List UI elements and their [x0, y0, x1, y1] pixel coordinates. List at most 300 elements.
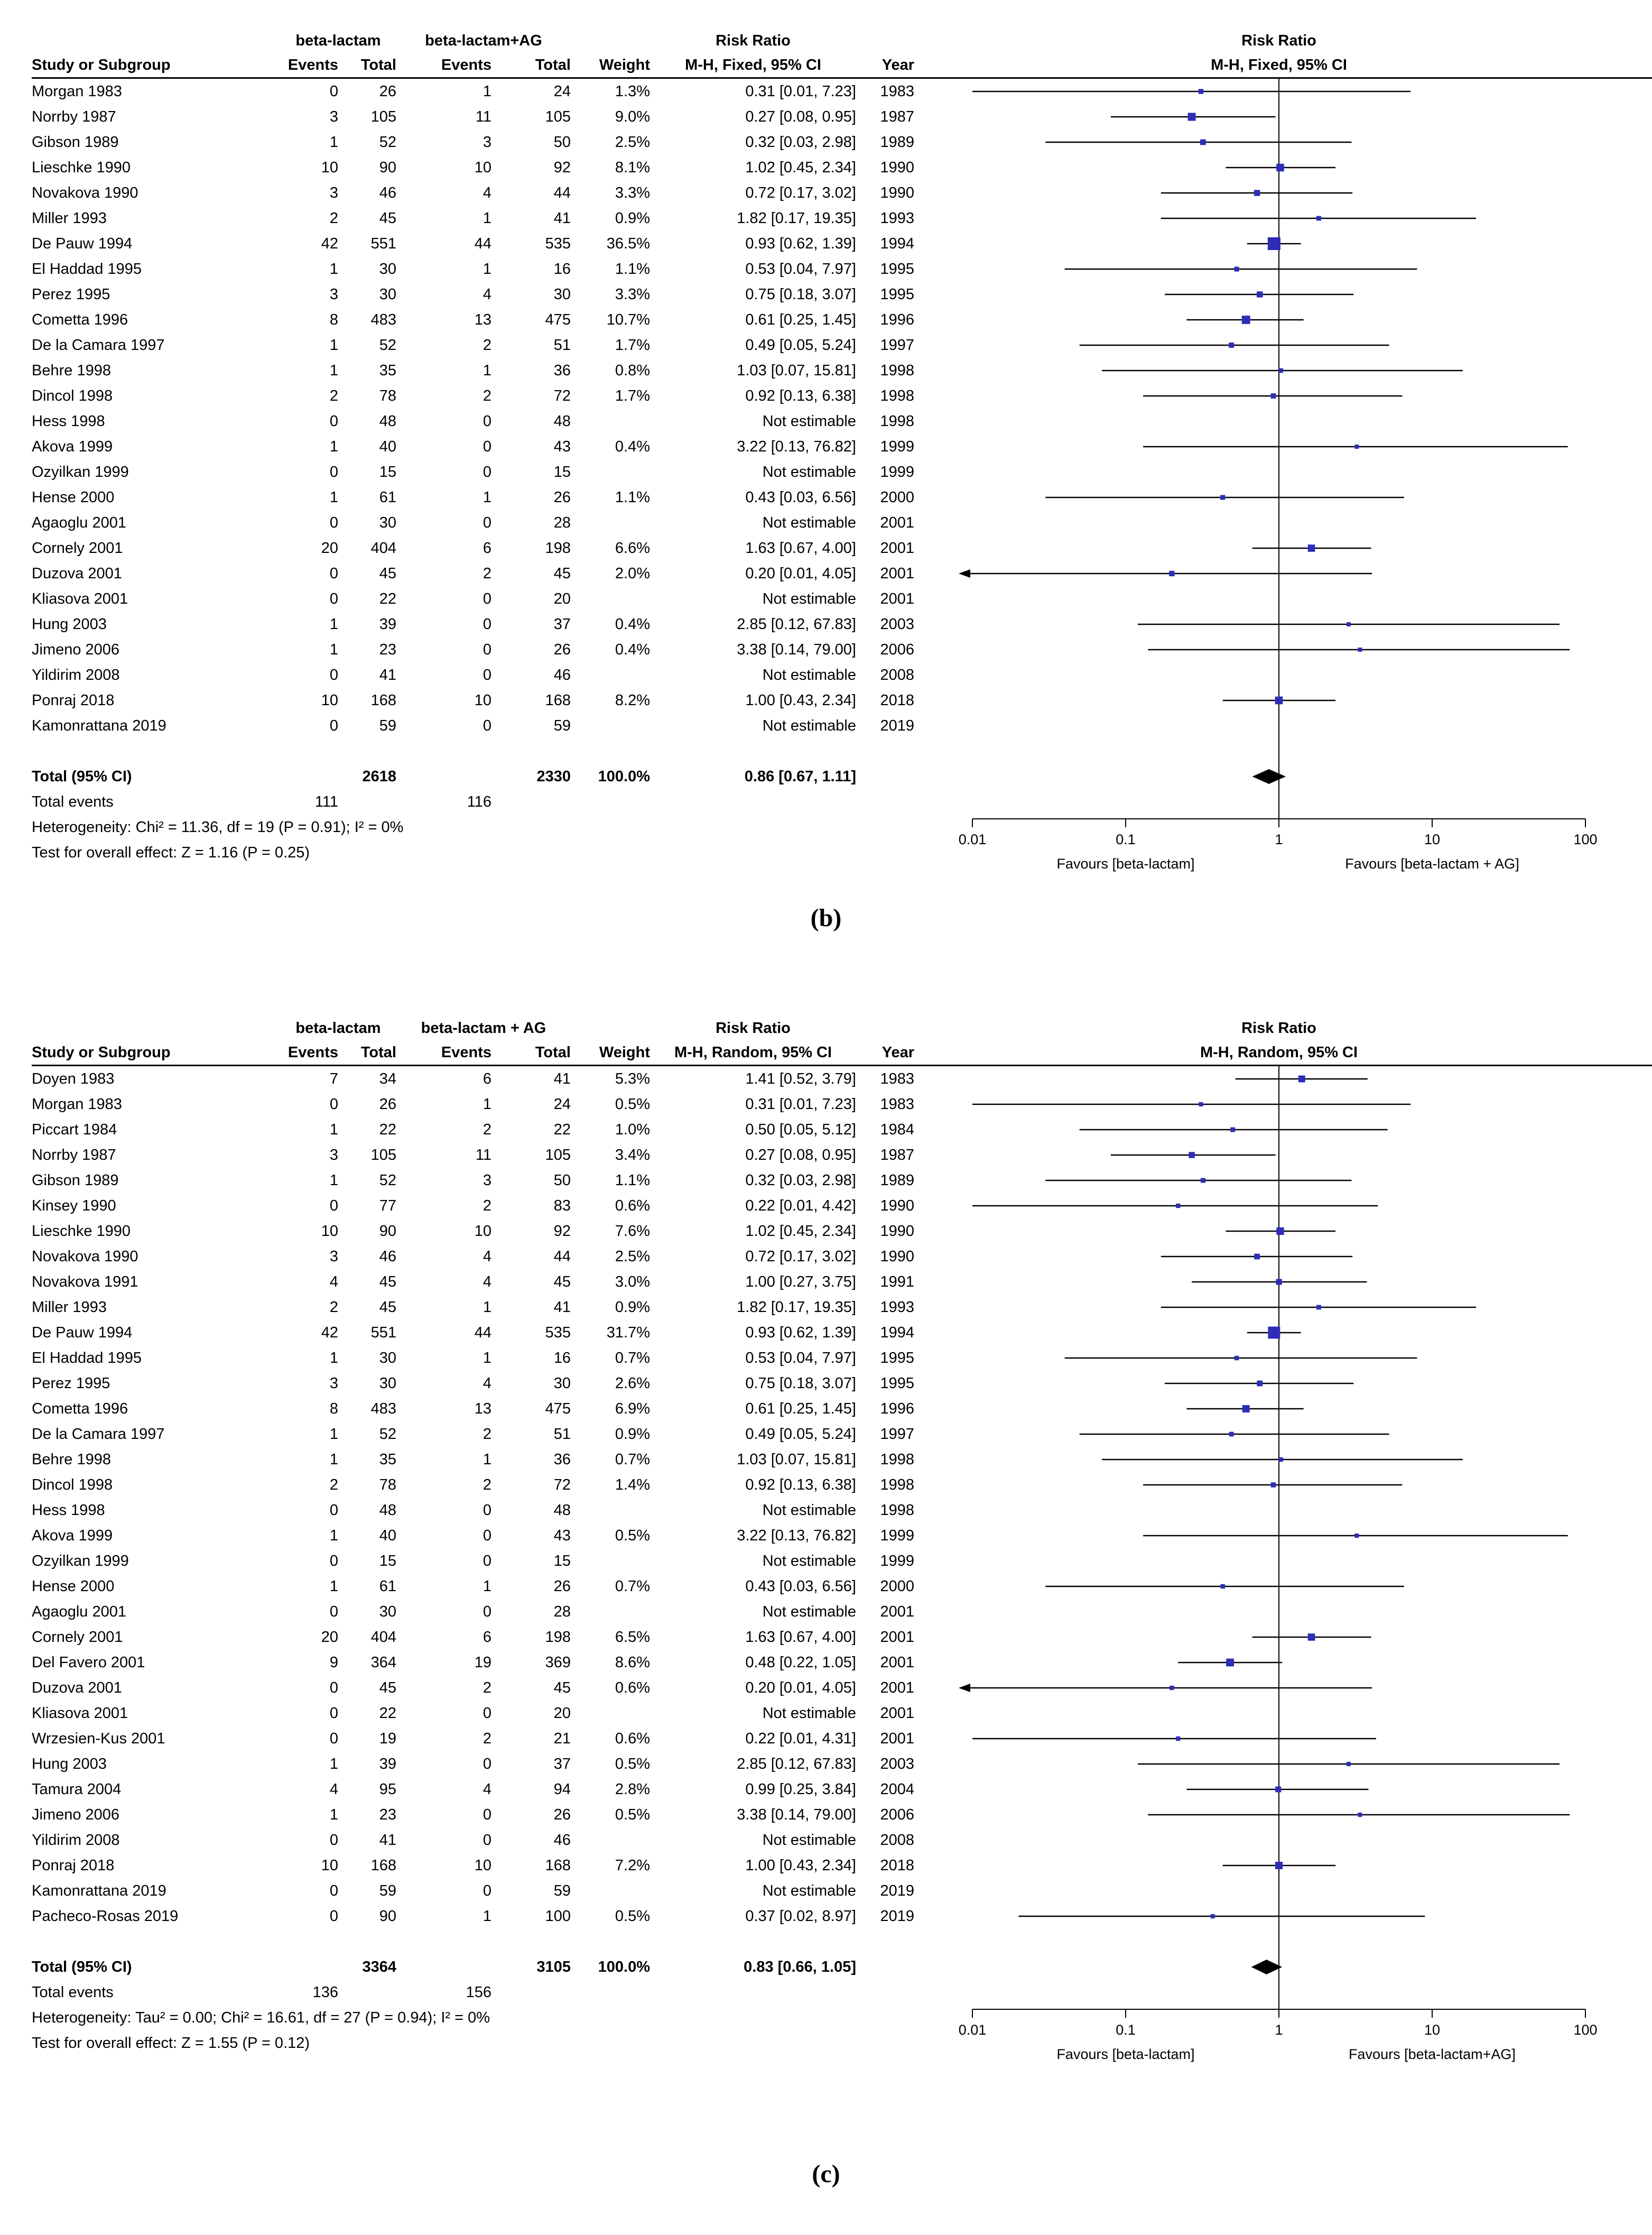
ci-plot-svg — [951, 1371, 1607, 1396]
year-value: 2019 — [880, 717, 914, 734]
group2-header: beta-lactam + AG — [421, 1019, 546, 1037]
total2-value: 20 — [553, 590, 571, 607]
ci-arrow-left — [959, 569, 970, 578]
ci-plot-svg — [951, 535, 1607, 561]
ci-plot-cell — [951, 1548, 1607, 1574]
ci-plot-cell — [951, 104, 1607, 130]
risk-ratio-value: 0.53 [0.04, 7.97] — [745, 260, 856, 278]
total1-value: 45 — [379, 1273, 396, 1290]
year-value: 1989 — [880, 1171, 914, 1189]
ci-plot-svg — [951, 1751, 1607, 1777]
ci-plot-svg — [951, 155, 1607, 180]
total1-value: 46 — [379, 184, 396, 201]
events1-value: 10 — [321, 159, 338, 176]
events2-value: 0 — [482, 1552, 491, 1569]
total1-value: 46 — [379, 1248, 396, 1265]
effect-marker — [1199, 89, 1203, 94]
total2-value: 28 — [553, 514, 571, 531]
total1-value: 483 — [370, 1400, 396, 1417]
total2-value: 51 — [553, 336, 571, 354]
weight-value: 0.9% — [615, 1298, 650, 1316]
axis-tick-label: 10 — [1424, 2022, 1441, 2038]
risk-ratio-value: 1.82 [0.17, 19.35] — [737, 209, 856, 227]
year-value: 2008 — [880, 1831, 914, 1849]
total1-value: 168 — [370, 1857, 396, 1874]
weight-value: 31.7% — [606, 1324, 650, 1341]
study-name: El Haddad 1995 — [32, 260, 142, 278]
ci-plot-cell — [951, 1853, 1607, 1878]
study-name: Hense 2000 — [32, 488, 115, 506]
study-col-header: Study or Subgroup — [32, 56, 171, 73]
risk-ratio-value: Not estimable — [762, 717, 856, 734]
year-value: 1998 — [880, 362, 914, 379]
total2-value: 48 — [553, 1501, 571, 1519]
study-name: Norrby 1987 — [32, 108, 116, 125]
events1-value: 1 — [329, 1577, 338, 1595]
total2-value: 59 — [553, 1882, 571, 1899]
year-value: 1998 — [880, 1501, 914, 1519]
weight-value: 7.6% — [615, 1222, 650, 1240]
total1-value: 48 — [379, 1501, 396, 1519]
study-row — [32, 130, 1652, 155]
events1-value: 1 — [329, 133, 338, 151]
group2-header: beta-lactam+AG — [425, 32, 542, 49]
events1-value: 2 — [329, 1476, 338, 1493]
events1-value: 0 — [329, 1197, 338, 1214]
events2-value: 0 — [482, 438, 491, 455]
effect-marker — [1276, 1279, 1282, 1285]
total1-value: 52 — [379, 133, 396, 151]
total2-value: 43 — [553, 438, 571, 455]
events1-value: 0 — [329, 82, 338, 100]
risk-ratio-value: Not estimable — [762, 590, 856, 607]
ci-plot-svg — [951, 307, 1607, 333]
study-name: Ozyilkan 1999 — [32, 463, 129, 481]
study-name: Hess 1998 — [32, 1501, 105, 1519]
events1-value: 0 — [329, 1730, 338, 1747]
total1-col-header: Total — [360, 56, 396, 73]
study-row — [32, 1523, 1652, 1548]
blank-plot-cell — [951, 738, 1607, 764]
study-row — [32, 434, 1652, 459]
total1-value: 90 — [379, 1907, 396, 1925]
effect-marker — [1308, 544, 1315, 552]
risk-ratio-value: 0.72 [0.17, 3.02] — [745, 184, 856, 201]
ci-plot-cell — [951, 1320, 1607, 1345]
year-value: 2001 — [880, 565, 914, 582]
weight-value: 0.7% — [615, 1349, 650, 1366]
total2-value: 41 — [553, 1298, 571, 1316]
study-row — [32, 180, 1652, 206]
effect-marker — [1230, 1128, 1235, 1132]
year-value: 1995 — [880, 1349, 914, 1366]
total2-value: 369 — [545, 1654, 571, 1671]
weight-col-header: Weight — [599, 56, 650, 73]
study-row — [32, 1599, 1652, 1624]
ci-plot-svg — [951, 1650, 1607, 1675]
total-diamond — [1251, 1960, 1282, 1974]
events2-value: 4 — [482, 1273, 491, 1290]
ci-plot-cell — [951, 510, 1607, 535]
total1-value: 404 — [370, 539, 396, 557]
year-value: 1995 — [880, 285, 914, 303]
year-value: 1997 — [880, 336, 914, 354]
year-value: 1998 — [880, 387, 914, 404]
risk-ratio-value: 0.92 [0.13, 6.38] — [745, 1476, 856, 1493]
total1-value: 45 — [379, 1679, 396, 1696]
study-name: Yildirim 2008 — [32, 666, 120, 684]
year-value: 1999 — [880, 1552, 914, 1569]
total1-value: 22 — [379, 590, 396, 607]
study-name: Novakova 1990 — [32, 184, 138, 201]
risk-ratio-value: 0.75 [0.18, 3.07] — [745, 1374, 856, 1392]
study-row — [32, 1168, 1652, 1193]
total2-value: 16 — [553, 1349, 571, 1366]
diamond-plot-cell — [951, 1954, 1607, 1980]
overall-effect-text: Test for overall effect: Z = 1.16 (P = 0.25) — [32, 844, 310, 861]
weight-value: 0.5% — [615, 1907, 650, 1925]
year-value: 1989 — [880, 133, 914, 151]
study-row — [32, 1193, 1652, 1218]
events2-value: 6 — [482, 1628, 491, 1646]
study-name: Behre 1998 — [32, 1451, 111, 1468]
ci-plot-svg — [951, 1827, 1607, 1853]
year-value: 1983 — [880, 1070, 914, 1087]
events2-value: 11 — [475, 108, 491, 125]
events2-value: 2 — [482, 387, 491, 404]
events2-value: 2 — [482, 1730, 491, 1747]
events2-col-header: Events — [441, 1043, 491, 1061]
total1-value: 551 — [370, 1324, 396, 1341]
header-row-groups — [32, 1016, 1652, 1040]
weight-value: 7.2% — [615, 1857, 650, 1874]
total2-value: 30 — [553, 285, 571, 303]
total2-value: 100 — [545, 1907, 571, 1925]
risk-ratio-value: 1.00 [0.43, 2.34] — [745, 691, 856, 709]
risk-ratio-value: 1.63 [0.67, 4.00] — [745, 1628, 856, 1646]
plot-method-header: M-H, Random, 95% CI — [1200, 1043, 1358, 1061]
effect-marker — [1354, 445, 1359, 449]
study-row — [32, 333, 1652, 358]
events2-value: 44 — [474, 1324, 491, 1341]
weight-value: 1.1% — [615, 488, 650, 506]
study-name: Cometta 1996 — [32, 1400, 128, 1417]
study-name: Cornely 2001 — [32, 1628, 123, 1646]
ci-plot-svg — [951, 434, 1607, 459]
total2-value: 535 — [545, 235, 571, 252]
ci-plot-cell — [951, 1345, 1607, 1371]
year-value: 1993 — [880, 1298, 914, 1316]
total2-value: 45 — [553, 1679, 571, 1696]
study-name: Agaoglu 2001 — [32, 514, 126, 531]
effect-marker — [1220, 1584, 1225, 1589]
total2-value: 15 — [553, 463, 571, 481]
total2-value: 50 — [553, 1171, 571, 1189]
risk-ratio-value: 0.72 [0.17, 3.02] — [745, 1248, 856, 1265]
total1-value: 90 — [379, 1222, 396, 1240]
total-label: Total (95% CI) — [32, 1958, 132, 1975]
study-row — [32, 307, 1652, 333]
events1-value: 1 — [329, 1171, 338, 1189]
study-name: Perez 1995 — [32, 285, 110, 303]
events1-value: 0 — [329, 1679, 338, 1696]
ci-plot-svg — [951, 1295, 1607, 1320]
study-name: Lieschke 1990 — [32, 1222, 131, 1240]
heterogeneity-text: Heterogeneity: Chi² = 11.36, df = 19 (P = 0.91); I² = 0% — [32, 818, 404, 836]
risk-ratio-value: 0.48 [0.22, 1.05] — [745, 1654, 856, 1671]
events1-value: 3 — [329, 1248, 338, 1265]
effect-marker — [1229, 343, 1234, 348]
ci-plot-svg — [951, 1853, 1607, 1878]
plot-method-header: M-H, Fixed, 95% CI — [1211, 56, 1347, 73]
year-value: 2001 — [880, 514, 914, 531]
study-name: Duzova 2001 — [32, 565, 122, 582]
ci-plot-cell — [951, 1701, 1607, 1726]
effect-measure-header: Risk Ratio — [716, 1019, 791, 1037]
total2-sum: 2330 — [536, 768, 571, 785]
total2-value: 51 — [553, 1425, 571, 1443]
events1-value: 1 — [329, 362, 338, 379]
ci-plot-svg — [951, 180, 1607, 206]
ci-plot-cell — [951, 485, 1607, 510]
study-row — [32, 1701, 1652, 1726]
figure-header — [32, 29, 1652, 79]
events1-value: 0 — [329, 463, 338, 481]
favours-right-label: Favours [beta-lactam + AG] — [1345, 856, 1519, 872]
ci-plot-svg — [951, 1168, 1607, 1193]
study-row — [32, 104, 1652, 130]
ci-plot-svg — [951, 1320, 1607, 1345]
weight-value: 8.6% — [615, 1654, 650, 1671]
events2-value: 6 — [482, 1070, 491, 1087]
year-value: 2019 — [880, 1907, 914, 1925]
study-name: Ponraj 2018 — [32, 691, 115, 709]
study-row — [32, 688, 1652, 713]
ci-plot-svg — [951, 1066, 1607, 1092]
weight-value: 0.4% — [615, 615, 650, 633]
total1-value: 34 — [379, 1070, 396, 1087]
year-value: 2001 — [880, 539, 914, 557]
ci-plot-svg — [951, 206, 1607, 231]
risk-ratio-value: 0.27 [0.08, 0.95] — [745, 1146, 856, 1163]
risk-ratio-value: 1.02 [0.45, 2.34] — [745, 159, 856, 176]
effect-marker — [1347, 1762, 1351, 1766]
weight-value: 10.7% — [606, 311, 650, 328]
year-value: 2001 — [880, 1679, 914, 1696]
effect-marker — [1201, 1178, 1205, 1183]
total2-value: 92 — [553, 1222, 571, 1240]
total2-value: 46 — [553, 666, 571, 684]
ci-plot-svg — [951, 104, 1607, 130]
ci-plot-cell — [951, 1244, 1607, 1269]
effect-marker — [1200, 140, 1206, 145]
risk-ratio-value: 0.93 [0.62, 1.39] — [745, 1324, 856, 1341]
effect-marker — [1189, 1152, 1195, 1158]
ci-plot-cell — [951, 1371, 1607, 1396]
weight-value: 0.7% — [615, 1451, 650, 1468]
total2-value: 22 — [553, 1121, 571, 1138]
total2-value: 475 — [545, 1400, 571, 1417]
total2-value: 168 — [545, 691, 571, 709]
study-rows — [32, 1066, 1652, 1929]
events1-value: 0 — [329, 1831, 338, 1849]
study-col-header: Study or Subgroup — [32, 1043, 171, 1061]
risk-ratio-value: 1.82 [0.17, 19.35] — [737, 1298, 856, 1316]
ci-arrow-left — [959, 1684, 970, 1692]
events2-value: 0 — [482, 1831, 491, 1849]
ci-plot-cell — [951, 612, 1607, 637]
total1-value: 90 — [379, 159, 396, 176]
figure-caption-c: (c) — [812, 2160, 840, 2188]
total2-value: 50 — [553, 133, 571, 151]
effect-marker — [1268, 1327, 1280, 1339]
ci-plot-cell — [951, 688, 1607, 713]
year-value: 2019 — [880, 1882, 914, 1899]
ci-plot-cell — [951, 713, 1607, 738]
events2-value: 1 — [482, 362, 491, 379]
year-value: 1987 — [880, 1146, 914, 1163]
year-value: 2001 — [880, 590, 914, 607]
events2-value: 1 — [482, 1577, 491, 1595]
study-row — [32, 1548, 1652, 1574]
weight-value: 8.1% — [615, 159, 650, 176]
ci-plot-cell — [951, 586, 1607, 612]
study-name: Novakova 1991 — [32, 1273, 138, 1290]
ci-plot-cell — [951, 1066, 1607, 1092]
total1-value: 52 — [379, 1425, 396, 1443]
study-row — [32, 79, 1652, 104]
header-row-groups — [32, 29, 1652, 53]
total1-value: 39 — [379, 1755, 396, 1772]
total2-value: 26 — [553, 641, 571, 658]
study-row — [32, 1472, 1652, 1498]
total-weight: 100.0% — [598, 768, 650, 785]
events2-value: 0 — [482, 1501, 491, 1519]
events1-value: 1 — [329, 1121, 338, 1138]
effect-marker — [1298, 1076, 1305, 1083]
year-value: 1990 — [880, 1197, 914, 1214]
total2-value: 475 — [545, 311, 571, 328]
weight-value: 0.9% — [615, 209, 650, 227]
ci-plot-cell — [951, 434, 1607, 459]
total1-col-header: Total — [360, 1043, 396, 1061]
ci-plot-cell — [951, 1193, 1607, 1218]
study-name: El Haddad 1995 — [32, 1349, 142, 1366]
ci-plot-svg — [951, 586, 1607, 612]
total2-value: 36 — [553, 362, 571, 379]
events1-value: 1 — [329, 615, 338, 633]
risk-ratio-value: 2.85 [0.12, 67.83] — [737, 1755, 856, 1772]
total1-sum: 2618 — [362, 768, 396, 785]
study-name: Hung 2003 — [32, 1755, 107, 1772]
risk-ratio-value: Not estimable — [762, 1603, 856, 1620]
events2-value: 0 — [482, 641, 491, 658]
total2-sum: 3105 — [536, 1958, 571, 1975]
events1-value: 1 — [329, 1527, 338, 1544]
study-name: Novakova 1990 — [32, 1248, 138, 1265]
ci-plot-svg — [951, 637, 1607, 662]
events1-value: 0 — [329, 1907, 338, 1925]
study-name: Tamura 2004 — [32, 1780, 122, 1798]
events1-value: 1 — [329, 336, 338, 354]
weight-col-header: Weight — [599, 1043, 650, 1061]
risk-ratio-value: 3.38 [0.14, 79.00] — [737, 641, 856, 658]
ci-plot-svg — [951, 1269, 1607, 1295]
events2-value: 4 — [482, 184, 491, 201]
year-value: 1990 — [880, 159, 914, 176]
total1-value: 30 — [379, 514, 396, 531]
study-name: Pacheco-Rosas 2019 — [32, 1907, 179, 1925]
total2-value: 45 — [553, 1273, 571, 1290]
study-name: Behre 1998 — [32, 362, 111, 379]
weight-value: 2.5% — [615, 1248, 650, 1265]
effect-marker — [1316, 216, 1321, 221]
risk-ratio-value: 0.20 [0.01, 4.05] — [745, 1679, 856, 1696]
ci-plot-cell — [951, 1878, 1607, 1904]
weight-value: 1.3% — [615, 82, 650, 100]
risk-ratio-value: Not estimable — [762, 1882, 856, 1899]
risk-ratio-value: Not estimable — [762, 1552, 856, 1569]
total1-value: 95 — [379, 1780, 396, 1798]
axis-tick-label: 1 — [1275, 832, 1283, 847]
ci-plot-svg — [951, 1599, 1607, 1624]
year-value: 1998 — [880, 1476, 914, 1493]
year-value: 2001 — [880, 1704, 914, 1722]
header-row-columns — [32, 53, 1652, 77]
study-row — [32, 256, 1652, 282]
ci-plot-svg — [951, 1574, 1607, 1599]
study-row — [32, 1269, 1652, 1295]
events1-value: 0 — [329, 717, 338, 734]
study-name: Cometta 1996 — [32, 311, 128, 328]
total1-value: 78 — [379, 387, 396, 404]
ci-plot-cell — [951, 662, 1607, 688]
axis-tick-label: 0.01 — [958, 2022, 987, 2038]
study-row — [32, 1726, 1652, 1751]
study-name: Agaoglu 2001 — [32, 1603, 126, 1620]
effect-marker — [1358, 1813, 1362, 1817]
study-name: De Pauw 1994 — [32, 1324, 133, 1341]
study-row — [32, 612, 1652, 637]
study-row — [32, 1878, 1652, 1904]
study-row — [32, 1853, 1652, 1878]
effect-marker — [1176, 1204, 1180, 1208]
events1-value: 10 — [321, 1857, 338, 1874]
total2-value: 37 — [553, 615, 571, 633]
events2-value: 0 — [482, 1603, 491, 1620]
ci-plot-svg — [951, 1092, 1607, 1117]
study-row — [32, 1751, 1652, 1777]
effect-marker — [1211, 1914, 1215, 1918]
total1-value: 61 — [379, 1577, 396, 1595]
year-value: 2001 — [880, 1654, 914, 1671]
study-name: De la Camara 1997 — [32, 336, 165, 354]
total1-value: 30 — [379, 1374, 396, 1392]
ci-plot-cell — [951, 535, 1607, 561]
overall-effect-text: Test for overall effect: Z = 1.55 (P = 0.12) — [32, 2034, 310, 2052]
weight-value: 0.6% — [615, 1679, 650, 1696]
year-value: 1996 — [880, 311, 914, 328]
year-value: 2001 — [880, 1628, 914, 1646]
risk-ratio-value: 2.85 [0.12, 67.83] — [737, 615, 856, 633]
study-row — [32, 1675, 1652, 1701]
events2-value: 19 — [474, 1654, 491, 1671]
year-value: 1987 — [880, 108, 914, 125]
total2-value: 37 — [553, 1755, 571, 1772]
effect-marker — [1188, 113, 1196, 121]
risk-ratio-value: 0.22 [0.01, 4.42] — [745, 1197, 856, 1214]
total-events-group2: 116 — [467, 793, 491, 810]
